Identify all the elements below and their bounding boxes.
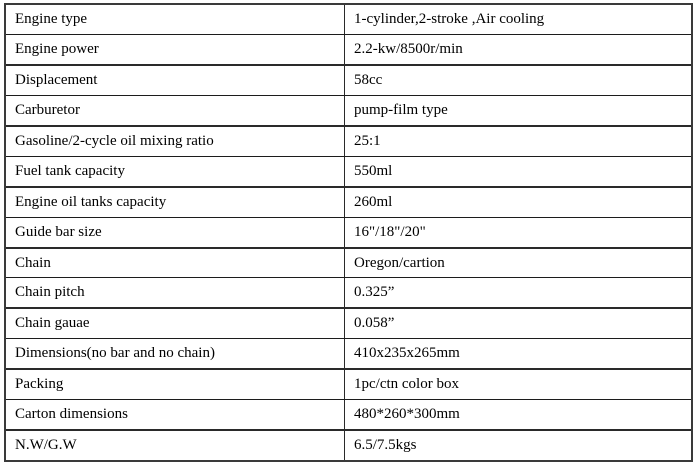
- spec-value: 25:1: [354, 132, 381, 149]
- spec-label: Chain gauae: [6, 309, 345, 338]
- spec-label: Engine oil tanks capacity: [6, 188, 345, 217]
- spec-value: 260ml: [354, 193, 393, 210]
- table-row: [6, 431, 691, 460]
- spec-label: Fuel tank capacity: [6, 157, 345, 186]
- spec-label: Engine type: [6, 5, 345, 34]
- spec-value: 58cc: [354, 71, 383, 88]
- table-row: [6, 35, 691, 66]
- table-row: [6, 66, 691, 96]
- spec-value: Oregon/cartion: [354, 254, 445, 271]
- spec-value: 1pc/ctn color box: [354, 376, 459, 393]
- spec-value: 550ml: [354, 162, 393, 179]
- table-row: [6, 339, 691, 370]
- table-row: [6, 400, 691, 431]
- table-row: [6, 127, 691, 157]
- spec-label: Packing: [6, 370, 345, 399]
- spec-label: Gasoline/2-cycle oil mixing ratio: [6, 127, 345, 156]
- table-row: [6, 278, 691, 309]
- spec-value: 0.325”: [354, 284, 395, 301]
- table-row: [6, 249, 691, 279]
- spec-label: Carton dimensions: [6, 400, 345, 429]
- spec-label: Displacement: [6, 66, 345, 95]
- spec-value: 16"/18"/20": [354, 223, 426, 240]
- spec-value: 6.5/7.5kgs: [354, 437, 417, 454]
- spec-label: Engine power: [6, 35, 345, 64]
- spec-label: Chain pitch: [6, 278, 345, 307]
- table-row: [6, 309, 691, 339]
- spec-value: 2.2-kw/8500r/min: [354, 40, 463, 57]
- table-row: [6, 157, 691, 188]
- specification-table: [4, 3, 693, 462]
- table-row: [6, 370, 691, 400]
- spec-value: 410x235x265mm: [354, 345, 460, 362]
- spec-label: Carburetor: [6, 96, 345, 125]
- spec-value: 0.058”: [354, 315, 395, 332]
- spec-label: Guide bar size: [6, 218, 345, 247]
- table-row: [6, 5, 691, 35]
- table-row: [6, 96, 691, 127]
- spec-value: 1-cylinder,2-stroke ,Air cooling: [354, 11, 545, 27]
- spec-label: N.W/G.W: [6, 431, 345, 460]
- spec-label: Dimensions(no bar and no chain): [6, 339, 345, 368]
- table-row: [6, 218, 691, 249]
- spec-value: pump-film type: [354, 101, 448, 118]
- spec-value: 480*260*300mm: [354, 406, 460, 423]
- table-row: [6, 188, 691, 218]
- spec-label: Chain: [6, 249, 345, 278]
